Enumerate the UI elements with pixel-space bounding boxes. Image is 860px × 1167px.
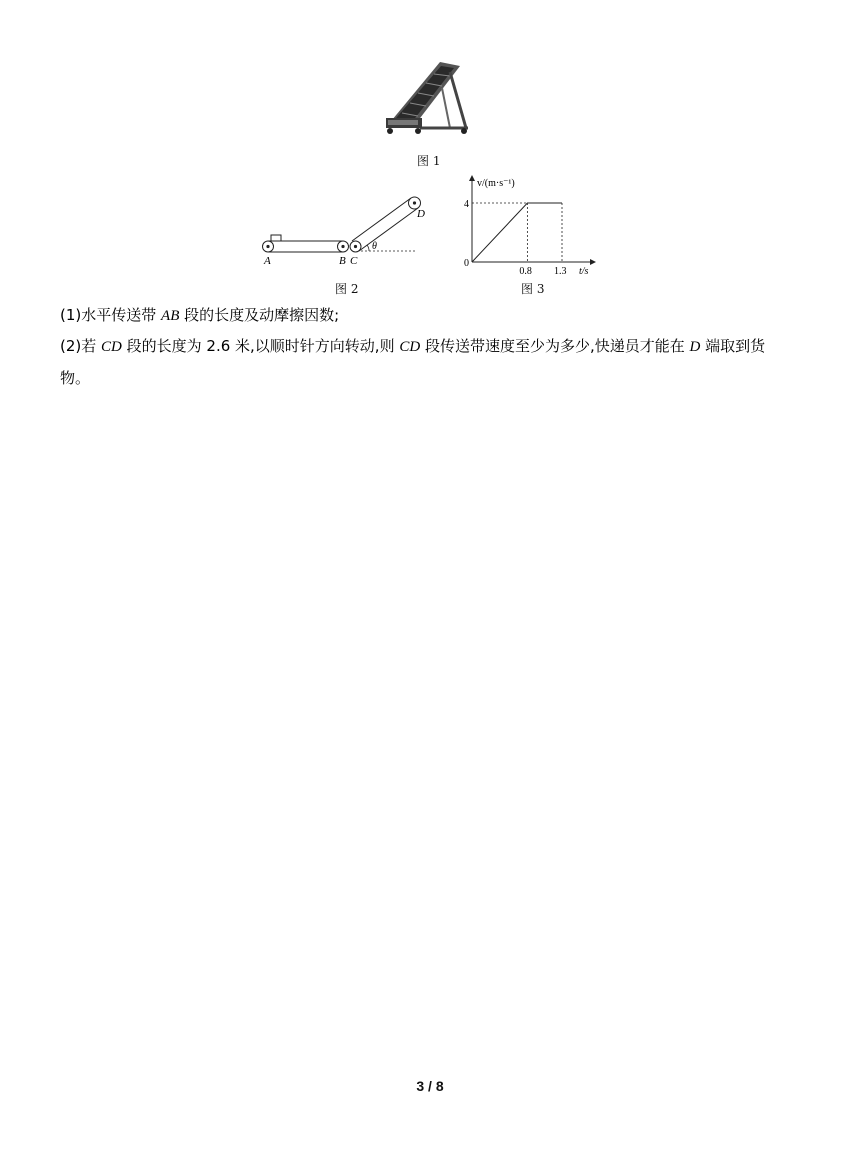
label-c: C xyxy=(350,255,358,267)
question-2: (2)若 CD 段的长度为 2.6 米,以顺时针方向转动,则 CD 段传送带速度至少为多少,快递员才能在 D 端取到货 xyxy=(60,337,766,355)
figure-2 xyxy=(255,188,425,270)
x-tick-label: 1.3 xyxy=(554,266,567,277)
figure-1-caption: 图 1 xyxy=(417,154,441,168)
x-axis-label: t/s xyxy=(579,266,589,277)
label-theta: θ xyxy=(372,241,377,252)
y-tick-label: 4 xyxy=(464,199,469,210)
series-line xyxy=(472,203,562,262)
x-tick-label: 0.8 xyxy=(519,266,532,277)
conveyor-diagram xyxy=(255,188,425,270)
label-b: B xyxy=(339,255,346,267)
label-a: A xyxy=(264,255,271,267)
figure-1 xyxy=(380,58,480,138)
y-axis-label: v/(m·s⁻¹) xyxy=(477,178,515,189)
velocity-time-chart xyxy=(455,174,605,278)
label-d: D xyxy=(417,208,425,220)
figure-3 xyxy=(455,174,605,278)
figure-3-caption: 图 3 xyxy=(521,282,545,296)
question-2-continued: 物。 xyxy=(60,369,91,387)
page-number: 3 / 8 xyxy=(416,1078,444,1094)
question-1: (1)水平传送带 AB 段的长度及动摩擦因数; xyxy=(60,306,340,324)
conveyor-photo xyxy=(380,58,480,138)
package xyxy=(271,235,281,241)
figure-2-caption: 图 2 xyxy=(335,282,359,296)
origin-label: 0 xyxy=(464,258,469,269)
